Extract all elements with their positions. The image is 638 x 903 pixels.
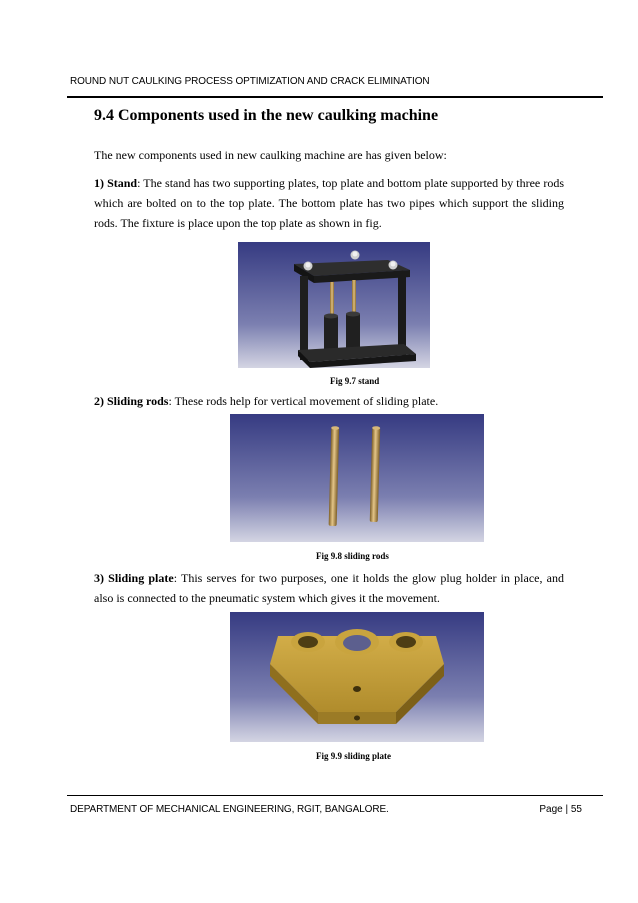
sliding-rods-caption: Fig 9.8 sliding rods — [316, 551, 389, 561]
sliding-plate-caption: Fig 9.9 sliding plate — [316, 751, 392, 761]
stand-figure — [238, 242, 430, 368]
intro-paragraph: The new components used in new caulking machine are has given below: — [94, 148, 447, 162]
footer-rule — [67, 795, 603, 796]
sliding-plate-figure — [230, 612, 484, 742]
sliding-rods-text: : These rods help for vertical movement of sliding plate. — [168, 394, 439, 408]
sliding-plate-label: 3) Sliding plate — [94, 571, 174, 585]
stand-caption: Fig 9.7 stand — [330, 376, 380, 386]
sliding-rods-label: 2) Sliding rods — [94, 394, 169, 408]
page-number: Page | 55 — [539, 804, 582, 815]
stand-label: 1) Stand — [94, 176, 138, 190]
stand-text: : The stand has two supporting plates, top plate and bottom plate supported by three rods which are bolted on to the top plate. The bottom plate has two pipes which support the sliding rods. The fixture is place upon the top plate as shown in fig. — [94, 176, 564, 230]
sliding-plate-text: : This serves for two purposes, one it holds the glow plug holder in place, and also is connected to the pneumatic system which gives it the movement. — [94, 571, 564, 605]
running-header: ROUND NUT CAULKING PROCESS OPTIMIZATION AND CRACK ELIMINATION — [70, 76, 430, 87]
stand-paragraph — [94, 173, 564, 233]
sliding-plate-paragraph — [94, 568, 564, 608]
sliding-rods-figure — [230, 414, 484, 542]
footer-department: DEPARTMENT OF MECHANICAL ENGINEERING, RGIT, BANGALORE. — [70, 804, 389, 815]
section-title: 9.4 Components used in the new caulking machine — [94, 107, 439, 124]
sliding-rods-paragraph — [94, 391, 564, 411]
header-rule — [67, 96, 603, 98]
